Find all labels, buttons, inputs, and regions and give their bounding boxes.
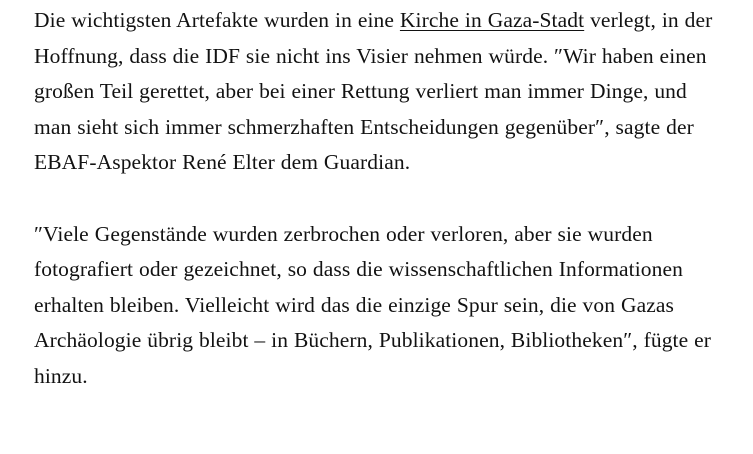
paragraph-2-text: ″Viele Gegenstände wurden zerbrochen oder verloren, aber sie wurden fotografiert oder gezeichnet, so dass die wissenschaftlichen Informationen erhalten bleiben. Vielleicht wird das die einzige Spur sein, die von Gazas Archäologie übrig bleibt – in Büchern, Publikationen, Bibliotheken″, fügte er hinzu. — [34, 221, 712, 388]
kirche-in-gaza-stadt-link[interactable]: Kirche in Gaza-Stadt — [399, 8, 585, 32]
paragraph-1-text-after-link: verlegt, in der Hoffnung, dass die IDF sie nicht ins Visier nehmen würde. ″Wir haben einen großen Teil gerettet, aber bei einer Rettung verliert man immer Dinge, und man sieht sich immer schmerzhaften Entscheidungen gegenüber″, sagte der EBAF-Aspektor René Elter dem Guardian. — [34, 8, 713, 174]
paragraph-2 — [34, 181, 719, 395]
paragraph-1-text-before-link: Die wichtigsten Artefakte wurden in eine — [34, 8, 400, 32]
paragraph-1 — [34, 0, 719, 181]
